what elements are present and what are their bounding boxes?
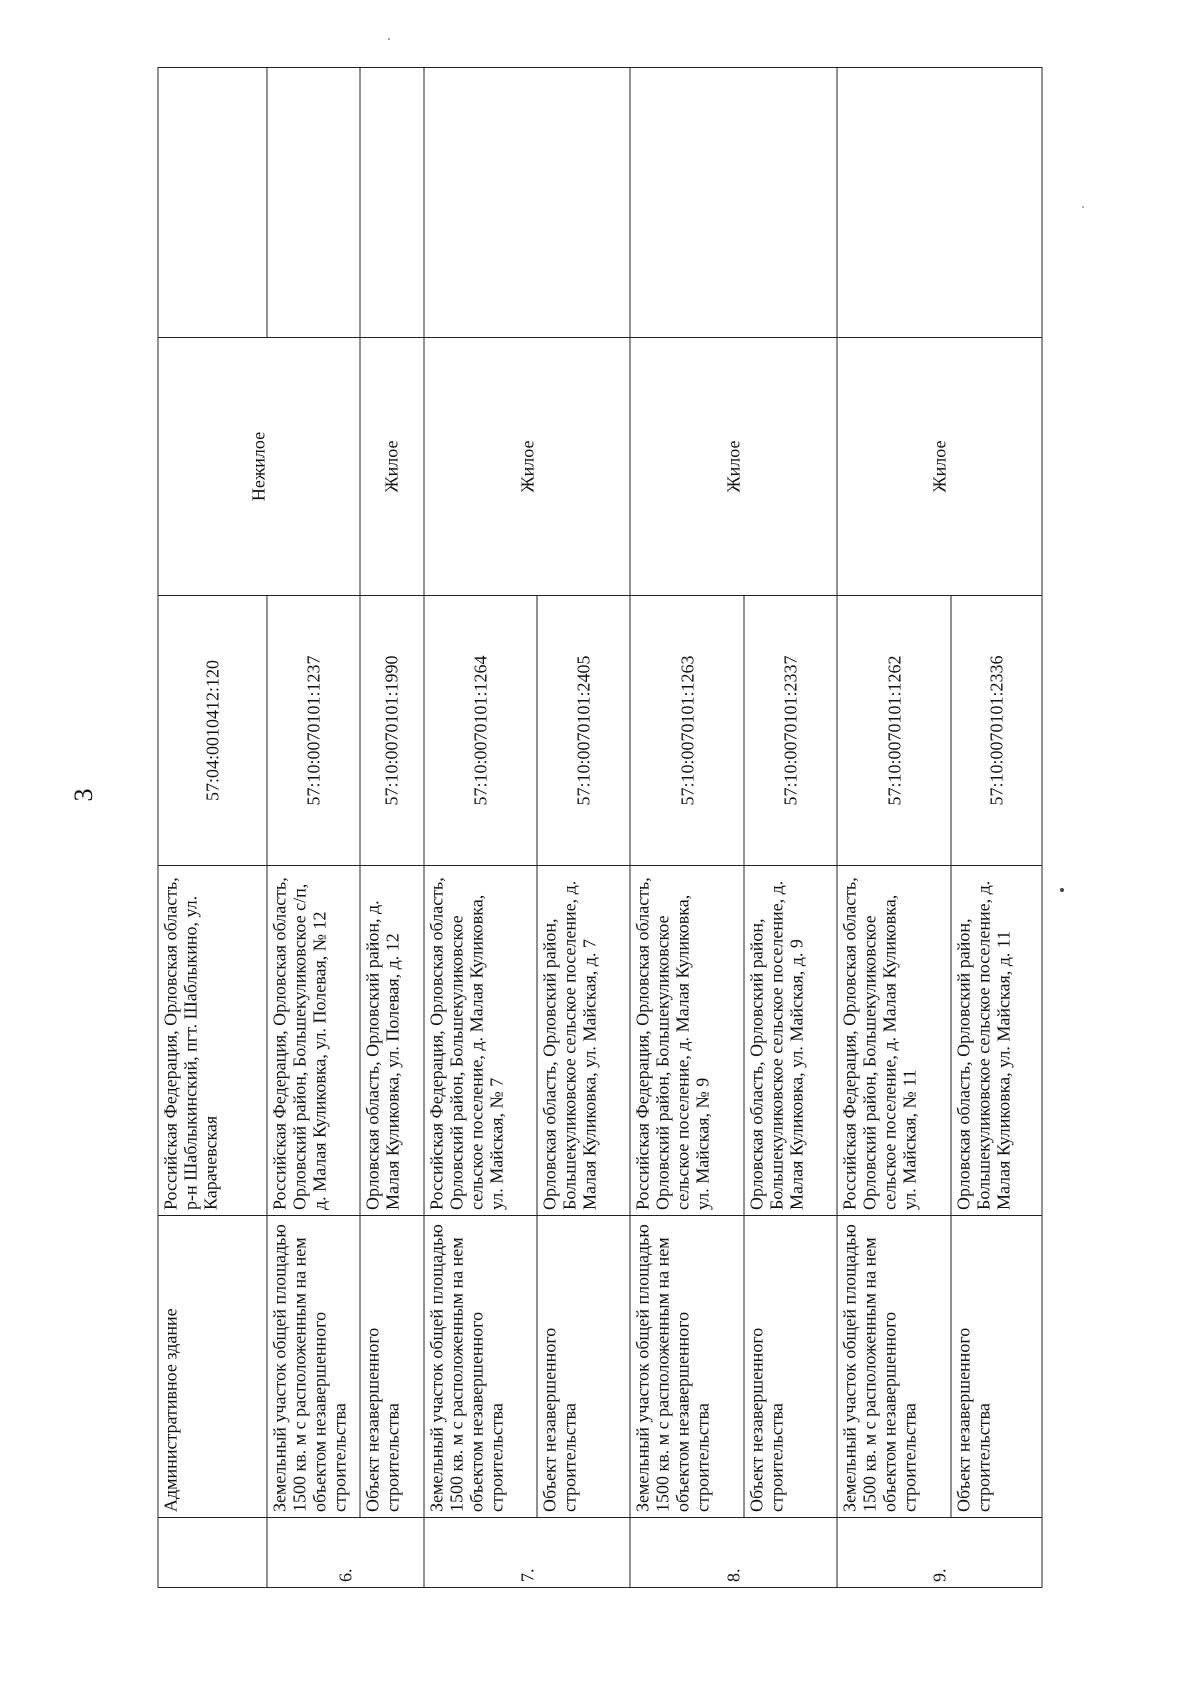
object-type: Нежилое xyxy=(158,338,360,596)
cadastral-number: 57:10:0070101:1264 xyxy=(424,596,538,866)
object-type: Жилое xyxy=(837,338,1042,596)
object-name: Объект незавершенного строительства xyxy=(537,1216,630,1518)
row-number: 9. xyxy=(837,1518,1042,1588)
object-address: Орловская область, Орловский район, Большекуликовское сельское поселение, д. Малая Куликовка, ул. Майская, д. 9 xyxy=(744,866,837,1216)
scan-speck xyxy=(1082,206,1084,208)
object-address: Орловская область, Орловский район, Большекуликовское сельское поселение, д. Малая Куликовка, ул. Майская, д. 11 xyxy=(951,866,1042,1216)
object-name: Земельный участок общей площадью 1500 кв. м с расположенным на нем объектом незавершенного строительства xyxy=(630,1216,744,1518)
empty-cell xyxy=(158,68,267,338)
table-row xyxy=(158,68,267,1588)
cadastral-number: 57:10:0070101:2337 xyxy=(744,596,837,866)
property-table xyxy=(158,67,1043,1588)
cadastral-number: 57:10:0070101:2336 xyxy=(951,596,1042,866)
row-number: 7. xyxy=(424,1518,631,1588)
object-name: Объект незавершенного строительства xyxy=(744,1216,837,1518)
scan-speck xyxy=(1060,888,1064,892)
object-name: Земельный участок общей площадью 1500 кв. м с расположенным на нем объектом незавершенного строительства xyxy=(837,1216,951,1518)
row-number: 6. xyxy=(267,1518,424,1588)
object-name: Административное здание xyxy=(158,1216,267,1518)
scan-speck xyxy=(388,38,390,40)
cadastral-number: 57:10:0070101:1237 xyxy=(267,596,360,866)
object-name: Объект незавершенного строительства xyxy=(951,1216,1042,1518)
table-row xyxy=(424,68,538,1588)
cadastral-number: 57:10:0070101:1262 xyxy=(837,596,951,866)
empty-cell xyxy=(267,68,360,338)
page-number: 3 xyxy=(69,788,98,802)
table-row xyxy=(267,68,360,1588)
table-row xyxy=(630,68,744,1588)
object-name: Земельный участок общей площадью 1500 кв. м с расположенным на нем объектом незавершенного строительства xyxy=(424,1216,538,1518)
empty-cell xyxy=(837,68,1042,338)
cadastral-number: 57:10:0070101:1990 xyxy=(360,596,424,866)
row-number: 8. xyxy=(630,1518,837,1588)
object-address: Российская Федерация, Орловская область, Орловский район, Большекуликовское сельское поселение, д. Малая Куликовка, ул. Майская, № 7 xyxy=(424,866,538,1216)
table-row xyxy=(360,68,424,1588)
object-type: Жилое xyxy=(360,338,424,596)
cadastral-number: 57:10:0070101:1263 xyxy=(630,596,744,866)
object-address: Российская Федерация, Орловская область, Орловский район, Большекуликовское с/п, д. Малая Куликовка, ул. Полевая, № 12 xyxy=(267,866,360,1216)
cadastral-number: 57:04:0010412:120 xyxy=(158,596,267,866)
object-address: Российская Федерация, Орловская область, Орловский район, Большекуликовское сельское поселение, д. Малая Куликовка, ул. Майская, № 9 xyxy=(630,866,744,1216)
empty-cell xyxy=(630,68,837,338)
property-table-frame xyxy=(158,68,1043,1588)
empty-cell xyxy=(360,68,424,338)
table-row xyxy=(837,68,951,1588)
cadastral-number: 57:10:0070101:2405 xyxy=(537,596,630,866)
object-address: Орловская область, Орловский район, Большекуликовское сельское поселение, д. Малая Куликовка, ул. Майская, д. 7 xyxy=(537,866,630,1216)
empty-cell xyxy=(424,68,631,338)
row-number xyxy=(158,1518,267,1588)
object-address: Российская Федерация, Орловская область, р-н Шаблыкинский, пгт. Шаблыкино, ул. Карачевская xyxy=(158,866,267,1216)
object-address: Орловская область, Орловский район, д. Малая Куликовка, ул. Полевая, д. 12 xyxy=(360,866,424,1216)
object-address: Российская Федерация, Орловская область, Орловский район, Большекуликовское сельское поселение, д. Малая Куликовка, ул. Майская, № 11 xyxy=(837,866,951,1216)
object-type: Жилое xyxy=(630,338,837,596)
object-name: Земельный участок общей площадью 1500 кв. м с расположенным на нем объектом незавершенного строительства xyxy=(267,1216,360,1518)
object-type: Жилое xyxy=(424,338,631,596)
object-name: Объект незавершенного строительства xyxy=(360,1216,424,1518)
